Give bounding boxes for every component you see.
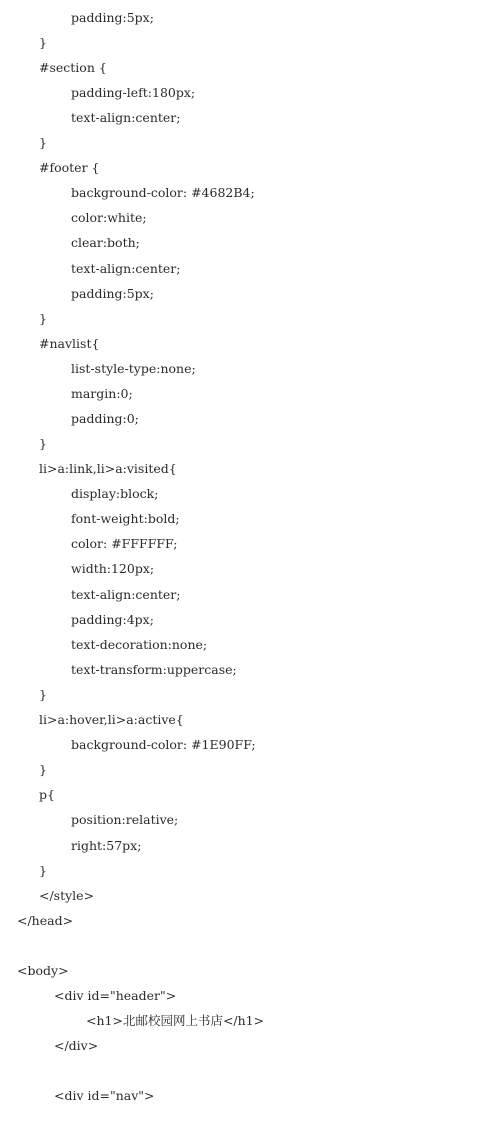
code-line: </head> bbox=[17, 913, 74, 928]
code-line: </style> bbox=[39, 888, 95, 903]
code-line: padding:0; bbox=[71, 411, 139, 426]
code-line: li>a:link,li>a:visited{ bbox=[39, 461, 177, 476]
code-line: } bbox=[39, 436, 47, 451]
code-line: padding:4px; bbox=[71, 612, 154, 627]
code-line: } bbox=[39, 135, 47, 150]
code-line: text-align:center; bbox=[71, 110, 181, 125]
code-line: color: #FFFFFF; bbox=[71, 536, 178, 551]
code-line: text-transform:uppercase; bbox=[71, 662, 237, 677]
code-line: margin:0; bbox=[71, 386, 133, 401]
code-line: p{ bbox=[39, 787, 55, 802]
code-line: } bbox=[39, 35, 47, 50]
code-line: list-style-type:none; bbox=[71, 361, 196, 376]
code-line: right:57px; bbox=[71, 838, 142, 853]
code-line: padding:5px; bbox=[71, 286, 154, 301]
code-line: <body> bbox=[17, 963, 69, 978]
code-line: padding:5px; bbox=[71, 10, 154, 25]
code-line: } bbox=[39, 311, 47, 326]
code-line: #navlist{ bbox=[39, 336, 100, 351]
code-line: position:relative; bbox=[71, 812, 179, 827]
code-line: <div id="nav"> bbox=[54, 1088, 155, 1103]
code-line: background-color: #4682B4; bbox=[71, 185, 255, 200]
code-line: <div id="header"> bbox=[54, 988, 177, 1003]
code-line: #footer { bbox=[39, 160, 100, 175]
code-line: } bbox=[39, 687, 47, 702]
code-line: font-weight:bold; bbox=[71, 511, 180, 526]
code-line: text-align:center; bbox=[71, 261, 181, 276]
code-line: <h1>北邮校园网上书店</h1> bbox=[86, 1013, 265, 1028]
code-line: text-align:center; bbox=[71, 587, 181, 602]
code-line: text-decoration:none; bbox=[71, 637, 208, 652]
code-line: li>a:hover,li>a:active{ bbox=[39, 712, 184, 727]
code-line: display:block; bbox=[71, 486, 159, 501]
code-line: padding-left:180px; bbox=[71, 85, 196, 100]
code-line: #section { bbox=[39, 60, 107, 75]
code-line: } bbox=[39, 863, 47, 878]
code-line: } bbox=[39, 762, 47, 777]
code-line: color:white; bbox=[71, 210, 147, 225]
code-line: background-color: #1E90FF; bbox=[71, 737, 256, 752]
code-line: clear:both; bbox=[71, 235, 140, 250]
code-line: width:120px; bbox=[71, 561, 155, 576]
code-line: </div> bbox=[54, 1038, 99, 1053]
